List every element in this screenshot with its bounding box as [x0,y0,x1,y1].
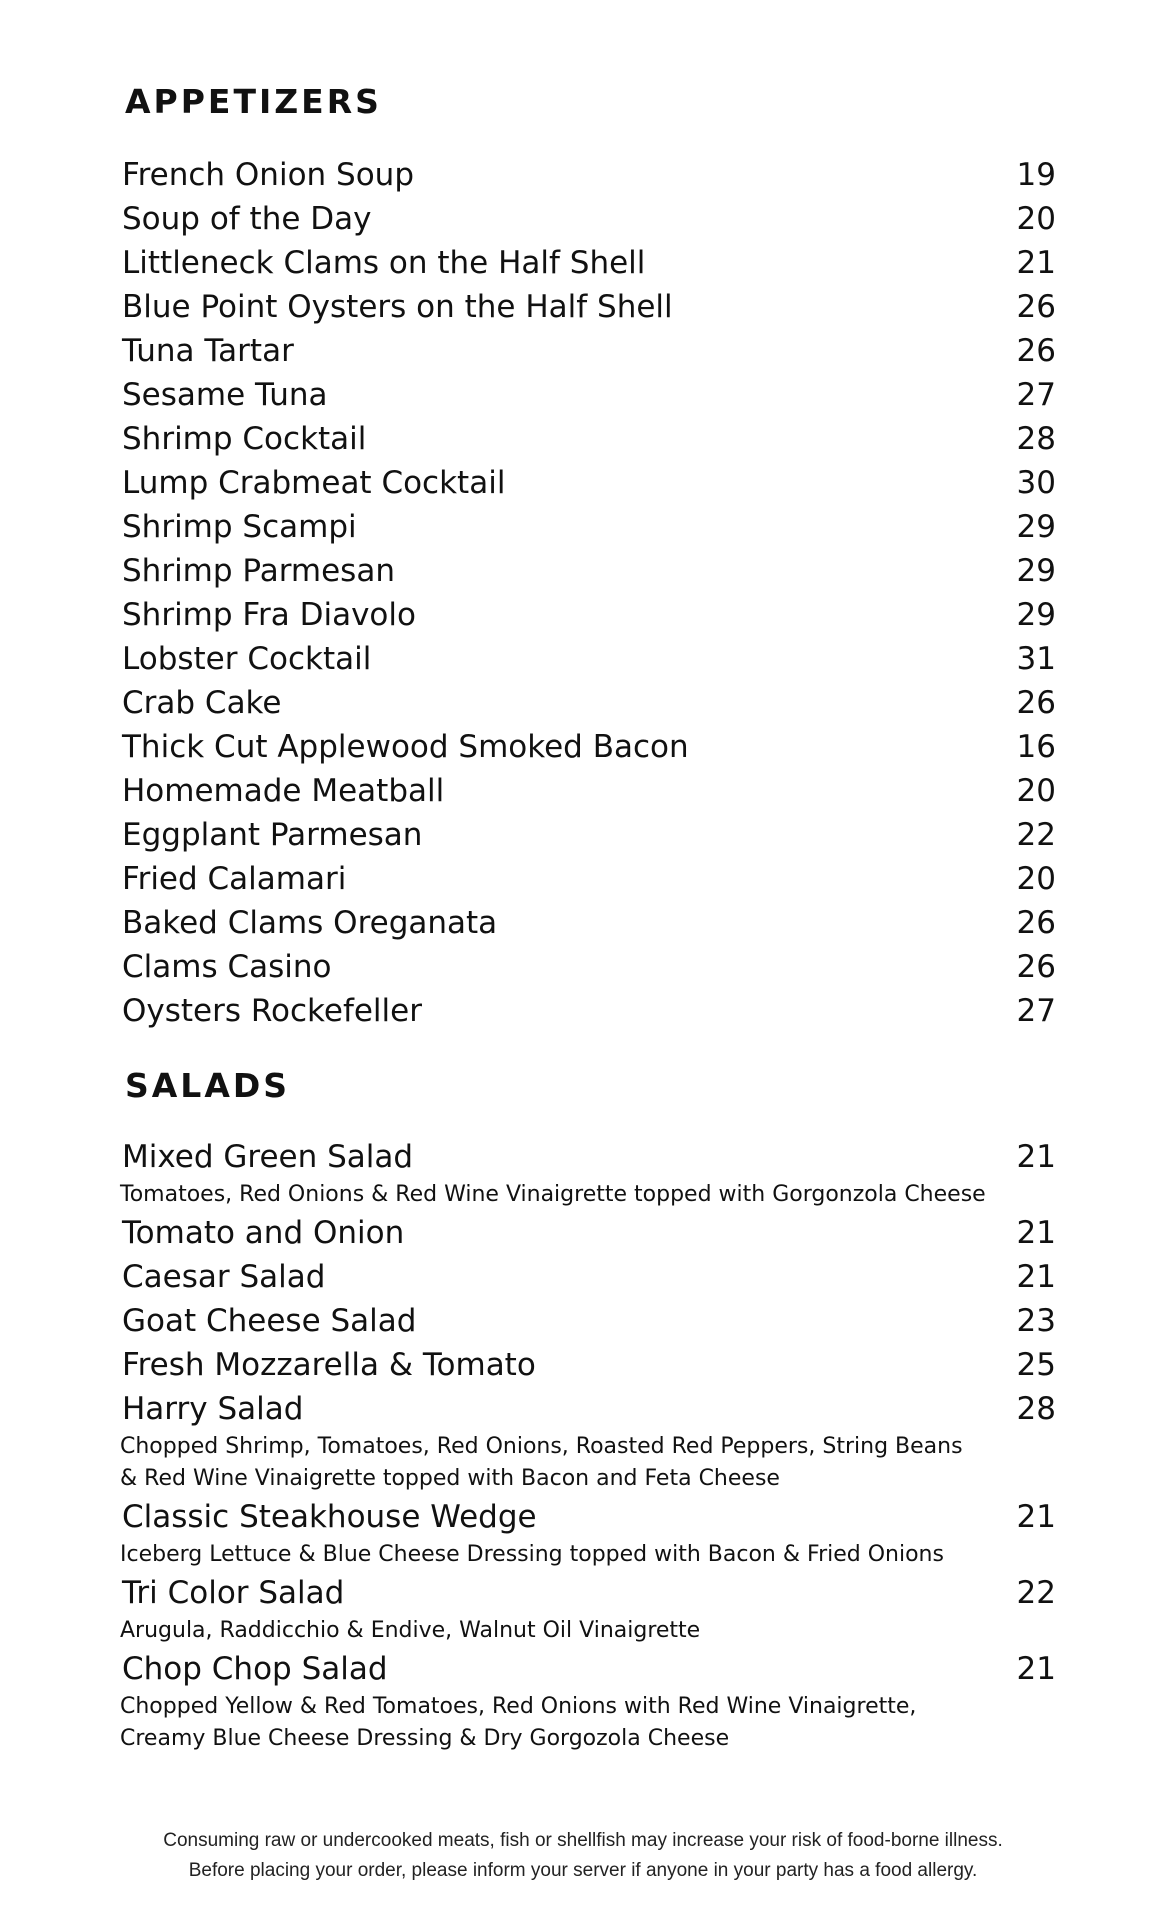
salad-item [122,1135,1056,1211]
menu-item-name: Thick Cut Applewood Smoked Bacon [122,729,689,765]
menu-item [122,1647,1056,1691]
menu-item-price: 26 [1016,289,1056,325]
menu-item-price: 22 [1016,1575,1056,1611]
menu-item-price: 27 [1016,993,1056,1029]
salad-item [122,1299,1056,1343]
menu-item-price: 30 [1016,465,1056,501]
menu-item [122,1255,1056,1299]
menu-item-price: 21 [1016,245,1056,281]
menu-item-name: Lobster Cocktail [122,641,372,677]
salad-item [122,1211,1056,1255]
menu-item-price: 16 [1016,729,1056,765]
menu-item-name: Littleneck Clams on the Half Shell [122,245,646,281]
menu-item [122,153,1056,197]
menu-item [122,1571,1056,1615]
menu-item-name: Sesame Tuna [122,377,328,413]
salad-item [122,1571,1056,1647]
menu-item-name: Fresh Mozzarella & Tomato [122,1347,536,1383]
menu-item-description: & Red Wine Vinaigrette topped with Bacon and Feta Cheese [120,1466,780,1491]
allergy-notice [0,1826,1166,1886]
salads-heading: SALADS [125,1066,291,1105]
menu-item [122,813,1056,857]
menu-item-description: Chopped Shrimp, Tomatoes, Red Onions, Roasted Red Peppers, String Beans [120,1434,963,1459]
menu-item-price: 29 [1016,509,1056,545]
menu-item-name: Eggplant Parmesan [122,817,423,853]
menu-item-name: Shrimp Parmesan [122,553,395,589]
menu-item-price: 25 [1016,1347,1056,1383]
menu-item-name: Blue Point Oysters on the Half Shell [122,289,673,325]
menu-item-price: 22 [1016,817,1056,853]
menu-item-name: Shrimp Fra Diavolo [122,597,416,633]
salad-item [122,1255,1056,1299]
salad-item [122,1647,1056,1755]
menu-item-price: 19 [1016,157,1056,193]
menu-item-description: Iceberg Lettuce & Blue Cheese Dressing topped with Bacon & Fried Onions [120,1542,944,1567]
salad-item [122,1343,1056,1387]
menu-item-price: 21 [1016,1499,1056,1535]
menu-item-name: Homemade Meatball [122,773,445,809]
menu-item-price: 21 [1016,1215,1056,1251]
menu-item-name: French Onion Soup [122,157,415,193]
menu-item [122,637,1056,681]
salad-item [122,1495,1056,1571]
menu-item-name: Classic Steakhouse Wedge [122,1499,537,1535]
menu-item [122,593,1056,637]
menu-item [122,241,1056,285]
salads-list [122,1135,1056,1755]
menu-item-price: 26 [1016,949,1056,985]
menu-item-name: Tuna Tartar [122,333,294,369]
menu-item-price: 21 [1016,1139,1056,1175]
menu-item-price: 29 [1016,553,1056,589]
menu-item-price: 27 [1016,377,1056,413]
menu-item [122,1387,1056,1431]
menu-item [122,769,1056,813]
menu-item-description: Arugula, Raddicchio & Endive, Walnut Oil Vinaigrette [120,1618,701,1643]
menu-item-price: 28 [1016,1391,1056,1427]
menu-item-price: 26 [1016,333,1056,369]
menu-item [122,505,1056,549]
menu-item-name: Clams Casino [122,949,332,985]
menu-item-name: Tomato and Onion [122,1215,405,1251]
allergy-notice-line-1: Consuming raw or undercooked meats, fish or shellfish may increase your risk of food-borne illness. [163,1830,1003,1851]
menu-item-price: 20 [1016,861,1056,897]
menu-item-description: Chopped Yellow & Red Tomatoes, Red Onions with Red Wine Vinaigrette, [120,1694,917,1719]
menu-item-price: 21 [1016,1259,1056,1295]
menu-item-price: 28 [1016,421,1056,457]
menu-item-price: 23 [1016,1303,1056,1339]
menu-item [122,725,1056,769]
menu-item [122,901,1056,945]
menu-item-name: Chop Chop Salad [122,1651,388,1687]
menu-item-name: Fried Calamari [122,861,347,897]
menu-item-name: Lump Crabmeat Cocktail [122,465,506,501]
menu-item [122,285,1056,329]
menu-item-description: Tomatoes, Red Onions & Red Wine Vinaigrette topped with Gorgonzola Cheese [120,1182,986,1207]
menu-item-name: Crab Cake [122,685,282,721]
menu-item-description: Creamy Blue Cheese Dressing & Dry Gorgozola Cheese [120,1726,730,1751]
allergy-notice-line-2: Before placing your order, please inform your server if anyone in your party has a food allergy. [188,1860,978,1881]
menu-item [122,1211,1056,1255]
menu-item [122,373,1056,417]
menu-item [122,549,1056,593]
menu-item [122,1495,1056,1539]
menu-item-price: 31 [1016,641,1056,677]
menu-item [122,461,1056,505]
menu-item-name: Shrimp Cocktail [122,421,367,457]
menu-item-name: Baked Clams Oreganata [122,905,498,941]
menu-item-name: Goat Cheese Salad [122,1303,417,1339]
menu-item-price: 26 [1016,905,1056,941]
menu-item [122,1299,1056,1343]
menu-item-price: 20 [1016,773,1056,809]
menu-item-price: 20 [1016,201,1056,237]
menu-item-name: Caesar Salad [122,1259,326,1295]
menu-item-name: Tri Color Salad [122,1575,345,1611]
menu-item [122,1343,1056,1387]
menu-item [122,1135,1056,1179]
menu-item-name: Oysters Rockefeller [122,993,422,1029]
menu-item-name: Mixed Green Salad [122,1139,414,1175]
menu-item-name: Shrimp Scampi [122,509,357,545]
menu-item-name: Harry Salad [122,1391,304,1427]
menu-item-price: 29 [1016,597,1056,633]
appetizers-list [122,153,1056,1033]
menu-item [122,989,1056,1033]
menu-item-price: 21 [1016,1651,1056,1687]
menu-item [122,417,1056,461]
appetizers-heading: APPETIZERS [125,82,382,121]
menu-item [122,681,1056,725]
menu-item-name: Soup of the Day [122,201,372,237]
menu-item [122,857,1056,901]
menu-item [122,945,1056,989]
menu-item [122,329,1056,373]
menu-item-price: 26 [1016,685,1056,721]
menu-item [122,197,1056,241]
salad-item [122,1387,1056,1495]
